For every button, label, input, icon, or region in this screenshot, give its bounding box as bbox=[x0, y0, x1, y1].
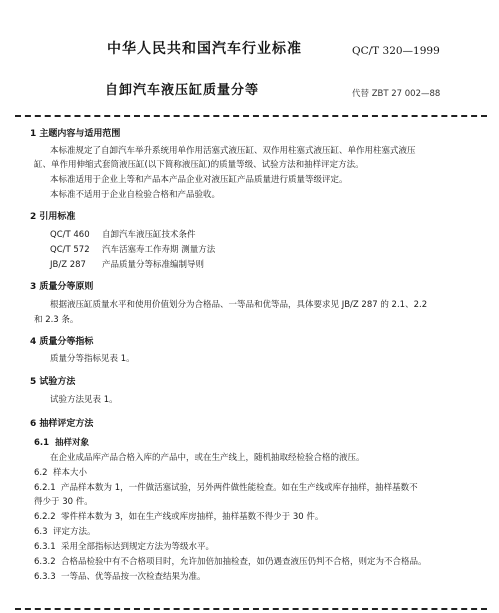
section-1-paragraph: 缸、单作用伸缩式套筒液压缸(以下简称液压缸)的质量等级、试验方法和抽样评定方法。 bbox=[34, 160, 364, 170]
section-5-heading: 5 试验方法 bbox=[30, 377, 76, 387]
section-4-paragraph: 质量分等指标见表 1。 bbox=[50, 354, 135, 364]
document-title: 自卸汽车液压缸质量分等 bbox=[105, 83, 260, 98]
reference-code: QC/T 460 bbox=[50, 230, 90, 240]
standard-number: QC/T 320—1999 bbox=[352, 45, 440, 57]
reference-title: 汽车活塞寿工作寿期 测量方法 bbox=[102, 245, 216, 255]
clause-number: 6.1 bbox=[34, 438, 50, 448]
clause-row bbox=[34, 570, 206, 582]
reference-item bbox=[50, 243, 215, 255]
section-1-paragraph: 本标准不适用于企业自检验合格和产品验收。 bbox=[50, 190, 221, 200]
clause-text: 抽样对象 bbox=[54, 438, 89, 448]
clause-number: 6.3.2 bbox=[34, 557, 56, 567]
clause-number: 6.3 bbox=[34, 527, 48, 537]
section-3-paragraph: 和 2.3 条。 bbox=[34, 315, 79, 325]
header-divider bbox=[15, 115, 487, 117]
clause-number: 6.3.3 bbox=[34, 572, 56, 582]
clause-text: 得少于 30 件。 bbox=[34, 497, 93, 507]
section-1-heading: 1 主题内容与适用范围 bbox=[30, 129, 121, 139]
clause-number: 6.2.1 bbox=[34, 483, 56, 493]
clause-number: 6.2 bbox=[34, 468, 48, 478]
clause-text: 在企业成品库产品合格入库的产品中，或在生产线上，随机抽取经检验合格的液压。 bbox=[50, 453, 365, 463]
section-1-paragraph: 本标准规定了自卸汽车举升系统用单作用活塞式液压缸、双作用柱塞式液压缸、单作用柱塞式液压 bbox=[50, 146, 416, 156]
clause-row bbox=[34, 555, 427, 567]
clause-text: 采用全部指标达到规定方法为等级水平。 bbox=[61, 542, 215, 552]
reference-code: QC/T 572 bbox=[50, 245, 90, 255]
classification-number: 代替 ZBT 27 002—88 bbox=[352, 89, 441, 99]
reference-item bbox=[50, 228, 196, 240]
clause-text: 产品样本数为 1，一件做活塞试验，另外两件做性能检查。如在生产线或库存抽样，抽样基数不 bbox=[61, 483, 418, 493]
reference-item bbox=[50, 258, 204, 270]
section-4-heading: 4 质量分等指标 bbox=[30, 337, 94, 347]
clause-text: 评定方法。 bbox=[52, 527, 96, 537]
section-1-paragraph: 本标准适用于企业上等和产品本产品企业对液压缸产品质量进行质量等级评定。 bbox=[50, 175, 348, 185]
section-6-heading: 6 抽样评定方法 bbox=[30, 419, 94, 429]
clause-row bbox=[34, 481, 418, 493]
section-2-heading: 2 引用标准 bbox=[30, 212, 76, 222]
standard-header-title: 中华人民共和国汽车行业标准 bbox=[107, 41, 302, 57]
reference-code: JB/Z 287 bbox=[50, 260, 86, 270]
section-3-heading: 3 质量分等原则 bbox=[30, 282, 94, 292]
section-3-paragraph: 根据液压缸质量水平和使用价值划分为合格品、一等品和优等品，具体要求见 JB/Z 287 的 2.1、2.2 bbox=[50, 300, 428, 310]
clause-number: 6.3.1 bbox=[34, 542, 56, 552]
clause-text: 样本大小 bbox=[52, 468, 87, 478]
clause-row bbox=[34, 436, 89, 448]
clause-text: 合格品检验中有不合格项目时，允许加倍加抽检查，如仍遇查液压仍判不合格，则定为不合格品。 bbox=[61, 557, 427, 567]
clause-row bbox=[34, 510, 323, 522]
section-5-paragraph: 试验方法见表 1。 bbox=[50, 395, 118, 405]
clause-row bbox=[34, 540, 214, 552]
clause-number: 6.2.2 bbox=[34, 512, 56, 522]
clause-row bbox=[34, 466, 87, 478]
clause-row bbox=[34, 525, 95, 537]
reference-title: 自卸汽车液压缸技术条件 bbox=[102, 230, 196, 240]
reference-title: 产品质量分等标准编制导则 bbox=[102, 260, 205, 270]
footer-divider bbox=[15, 608, 487, 610]
clause-text: 零件样本数为 3，如在生产线或库房抽样，抽样基数不得少于 30 件。 bbox=[61, 512, 324, 522]
clause-text: 一等品、优等品按一次检查结果为准。 bbox=[61, 572, 206, 582]
